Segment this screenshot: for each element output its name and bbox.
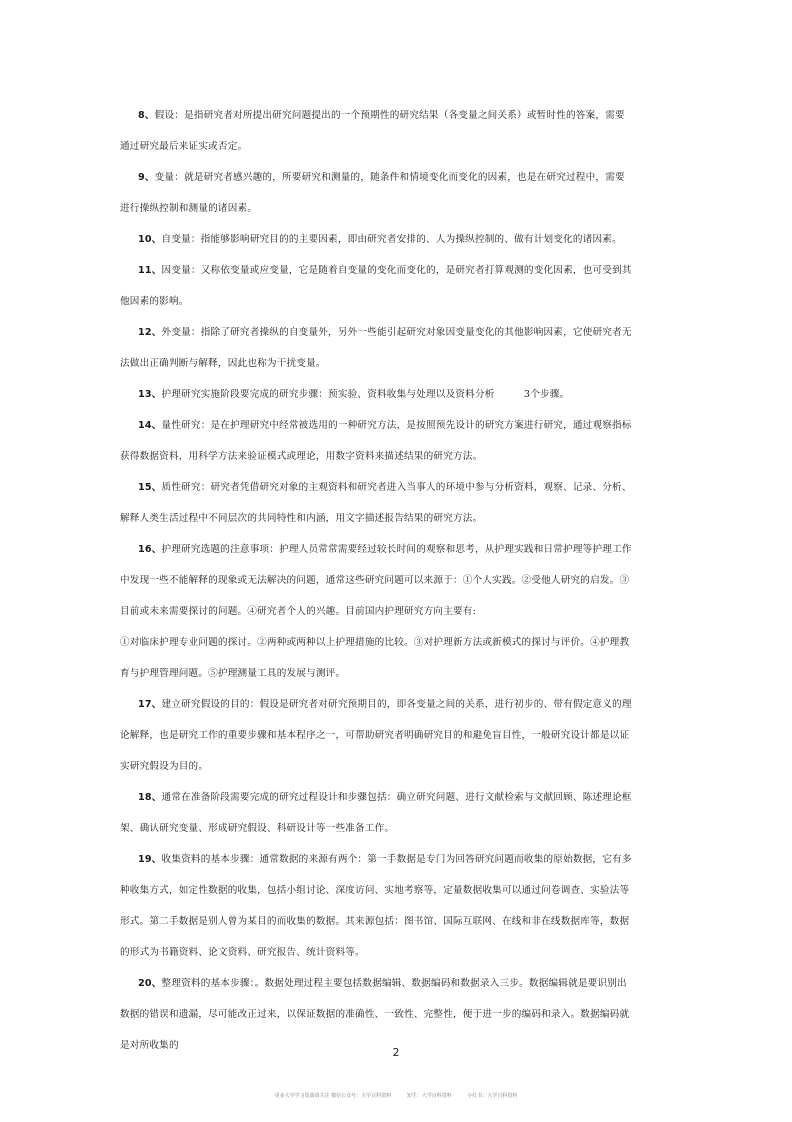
footer-wechat: 更多大学学习资源请关注 微信公众号：大学百科资料 bbox=[274, 1093, 392, 1099]
item-text: 。数据处理过程主要包括数据编辑、数据编码和数据录入三步。数据编辑就是要识别出数据的错误和遗漏，尽可能改正过来，以保证数据的准确性、一致性、完整性，便于进一步的编码和录入。数据编码就是对所收集的 bbox=[120, 978, 630, 1051]
item-term: 通常在准备阶段需要完成的研究过程设计和步骤包括： bbox=[161, 792, 397, 803]
item-term: 量性研究： bbox=[161, 420, 211, 431]
item-text: 假设是研究者对研究预期目的，即各变量之间的关系，进行初步的、带有假定意义的理论解释，也是研究工作的重要步骤和基本程序之一，可帮助研究者明确研究目的和避免盲目性，一般研究设计都是以证实研究假设为目的。 bbox=[120, 699, 632, 772]
item-term: 外变量： bbox=[161, 327, 201, 338]
item-number: 17、 bbox=[138, 699, 162, 710]
paragraph bbox=[120, 844, 632, 968]
item-term: 护理研究选题的注意事项： bbox=[161, 544, 280, 555]
item-text: 是指研究者对所提出研究问题提出的一个预期性的研究结果（各变量之间关系）或暂时性的答案，需要通过研究最后来证实或否定。 bbox=[120, 110, 625, 152]
item-number: 9、 bbox=[138, 172, 155, 183]
item-text: 又称依变量或应变量，它是随着自变量的变化而变化的，是研究者打算观测的变化因素，也可受到其他因素的影响。 bbox=[120, 265, 632, 307]
item-term: 质性研究： bbox=[161, 482, 211, 493]
item-term: 因变量： bbox=[161, 265, 201, 276]
footer-watermark bbox=[0, 1092, 792, 1099]
paragraph bbox=[120, 379, 632, 410]
paragraph bbox=[120, 534, 632, 627]
item-number: 15、 bbox=[138, 482, 162, 493]
paragraph bbox=[120, 255, 632, 317]
footer-zhihu: 知乎：大学百科资料 bbox=[406, 1093, 452, 1099]
paragraph bbox=[120, 224, 632, 255]
item-term: 护理研究实施阶段要完成的研究步骤： bbox=[161, 389, 329, 400]
item-term: 变量： bbox=[154, 172, 185, 183]
item-number: 14、 bbox=[138, 420, 162, 431]
item-number: 18、 bbox=[138, 792, 162, 803]
paragraph bbox=[120, 627, 632, 689]
item-text: 是在护理研究中经常被选用的一种研究方法，是按照预先设计的研究方案进行研究，通过观察指标获得数据资料，用科学方法来验证模式或理论，用数字资料来描述结果的研究方法。 bbox=[120, 420, 632, 462]
item-number: 16、 bbox=[138, 544, 162, 555]
item-number: 20、 bbox=[138, 978, 162, 989]
paragraph bbox=[120, 410, 632, 472]
item-number: 11、 bbox=[138, 265, 162, 276]
item-term: 假设： bbox=[154, 110, 185, 121]
footer-xiaohongshu: 小红书：大学百科资料 bbox=[467, 1093, 518, 1099]
item-text: 确立研究问题、进行文献检索与文献回顾、陈述理论框架、确认研究变量、形成研究假设、科研设计等一些准备工作。 bbox=[120, 792, 632, 834]
item-number: 19、 bbox=[138, 854, 162, 865]
paragraph bbox=[120, 317, 632, 379]
item-text: 预实验、资料收集与处理以及资料分析 3个步骤。 bbox=[328, 389, 570, 400]
item-text: ①对临床护理专业问题的探讨。②两种或两种以上护理措施的比较。③对护理新方法或新模式的探讨与评价。④护理教育与护理管理问题。⑤护理测量工具的发展与测评。 bbox=[120, 637, 630, 679]
item-number: 10、 bbox=[138, 234, 162, 245]
item-text: 指除了研究者操纵的自变量外，另外一些能引起研究对象因变量变化的其他影响因素，它使研究者无法做出正确判断与解释，因此也称为干扰变量。 bbox=[120, 327, 632, 369]
item-term: 收集资料的基本步骤： bbox=[161, 854, 260, 865]
item-text: 通常数据的来源有两个：第一手数据是专门为回答研究问题而收集的原始数据，它有多种收集方式，如定性数据的收集，包括小组讨论、深度访问、实地考察等，定量数据收集可以通过问卷调查、实验法等形式。第二手数据是别人曾为某目的而收集的数据。其来源包括：图书馆、国际互联网、在线和非在线数据库等，数据的形式为书籍资料、论文资料、研究报告、统计资料等。 bbox=[120, 854, 632, 958]
item-text: 就是研究者感兴趣的，所要研究和测量的，随条件和情境变化而变化的因素，也是在研究过程中，需要进行操纵控制和测量的诸因素。 bbox=[120, 172, 625, 214]
paragraph bbox=[120, 782, 632, 844]
paragraph bbox=[120, 162, 632, 224]
item-number: 13、 bbox=[138, 389, 162, 400]
paragraph bbox=[120, 689, 632, 782]
item-term: 建立研究假设的目的： bbox=[161, 699, 260, 710]
item-term: 自变量： bbox=[161, 234, 201, 245]
paragraph bbox=[120, 472, 632, 534]
item-text: 指能够影响研究目的的主要因素，即由研究者安排的、人为操纵控制的、做有计划变化的诸因素。 bbox=[200, 234, 622, 245]
page-number: 2 bbox=[392, 1046, 400, 1059]
item-number: 8、 bbox=[138, 110, 155, 121]
body-text bbox=[120, 100, 632, 1061]
item-number: 12、 bbox=[138, 327, 162, 338]
item-text: 研究者凭借研究对象的主观资料和研究者进入当事人的环境中参与分析资料，观察、记录、分析、解释人类生活过程中不同层次的共同特性和内涵，用文字描述报告结果的研究方法。 bbox=[120, 482, 632, 524]
paragraph bbox=[120, 100, 632, 162]
item-text: 护理人员常常需要经过较长时间的观察和思考，从护理实践和日常护理等护理工作中发现一些不能解释的现象或无法解决的问题，通常这些研究问题可以来源于：①个人实践。②受他人研究的启发。③目前或未来需要探讨的问题。④研究者个人的兴趣。目前国内护理研究方向主要有: bbox=[120, 544, 632, 617]
item-term: 整理资料的基本步骤： bbox=[161, 978, 255, 989]
